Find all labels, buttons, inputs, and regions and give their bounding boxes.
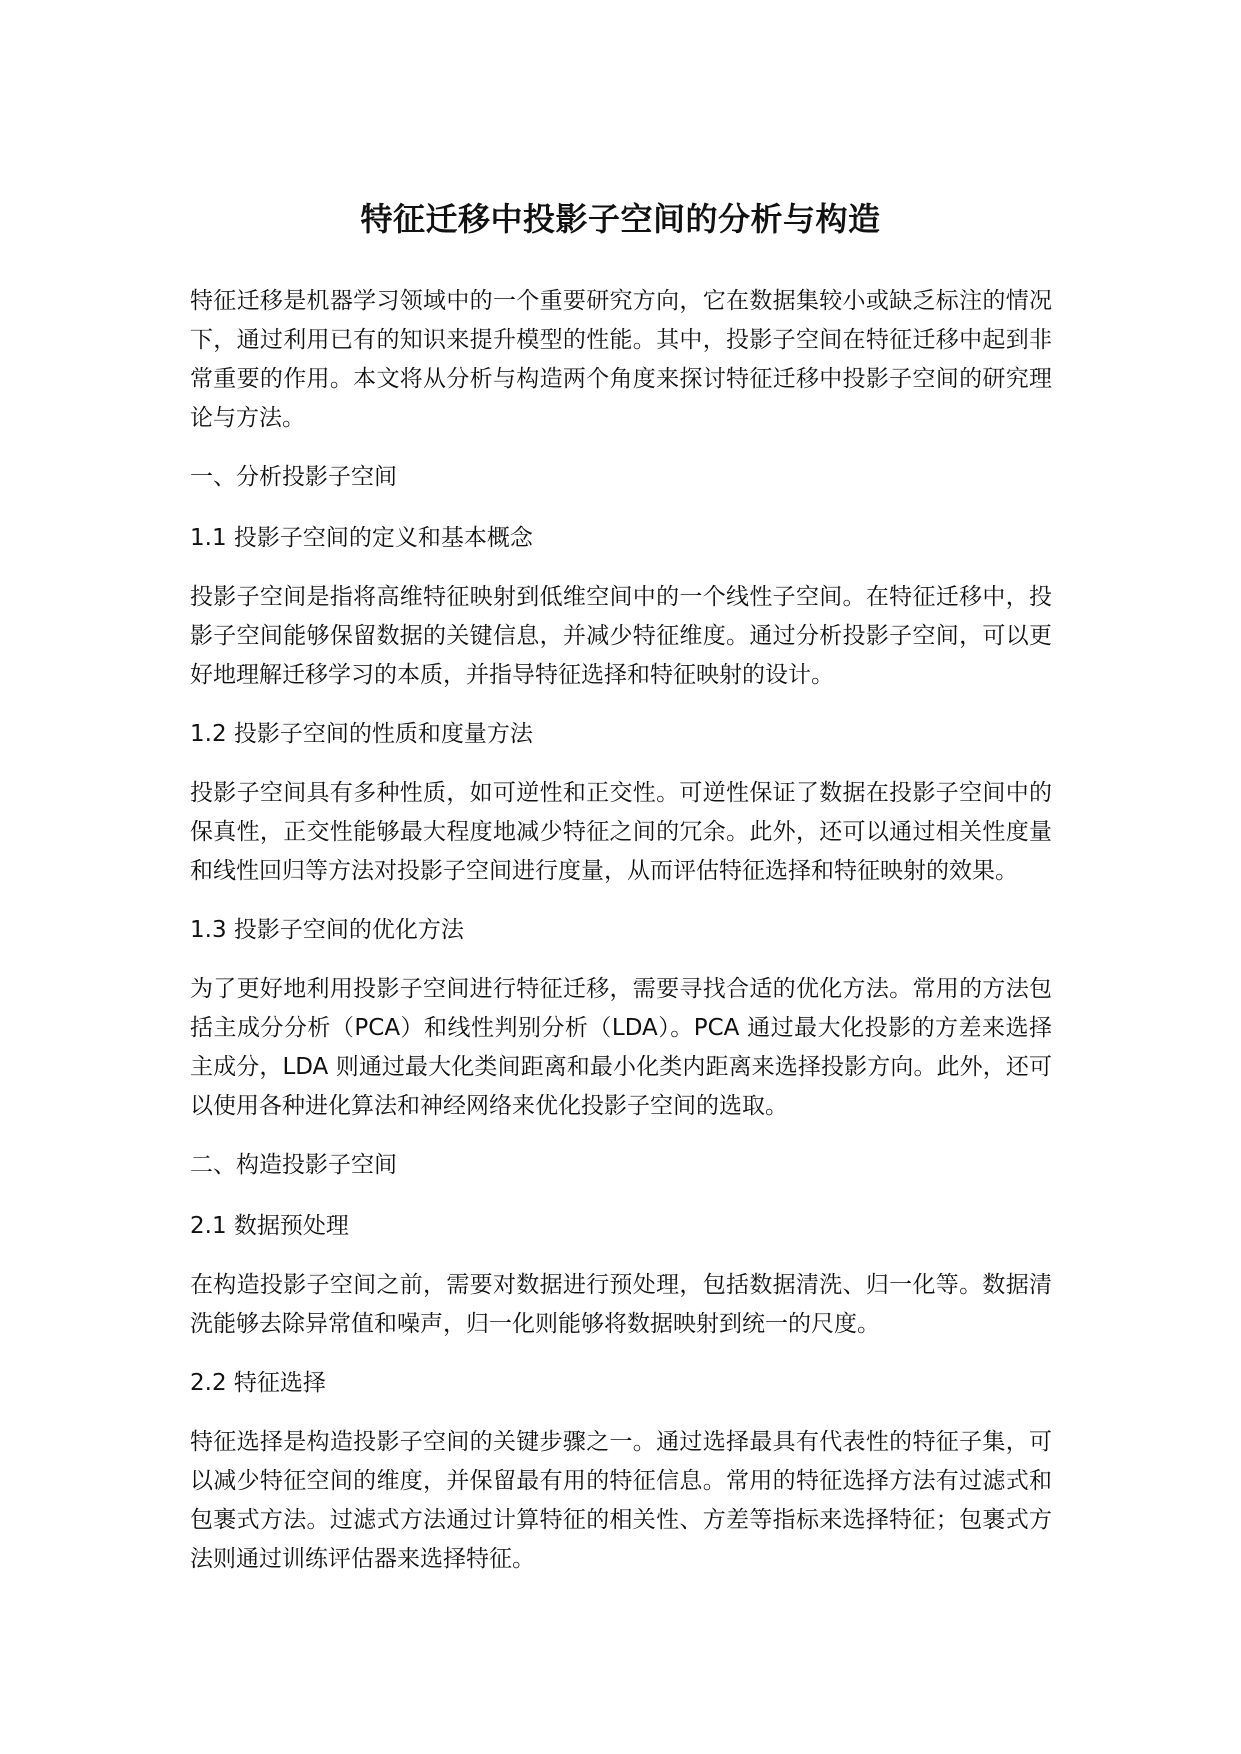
document-title: 特征迁移中投影子空间的分析与构造: [360, 200, 881, 239]
section-1-3-heading: 1.3 投影子空间的优化方法: [190, 917, 464, 943]
section-2-1-heading: 2.1 数据预处理: [190, 1213, 349, 1239]
section-2-heading: 二、构造投影子空间: [190, 1152, 397, 1178]
section-2-2-heading: 2.2 特征选择: [190, 1370, 326, 1396]
section-1-3-paragraph: 为了更好地利用投影子空间进行特征迁移，需要寻找合适的优化方法。常用的方法包括主成分分析（PCA）和线性判别分析（LDA）。PCA 通过最大化投影的方差来选择主成分，LDA 则通过最大化类间距离和最小化类内距离来选择投影方向。此外，还可以使用各种进化算法和神经网络来优化投影子空间的选取。: [190, 976, 1052, 1119]
intro-paragraph: 特征迁移是机器学习领域中的一个重要研究方向，它在数据集较小或缺乏标注的情况下，通过利用已有的知识来提升模型的性能。其中，投影子空间在特征迁移中起到非常重要的作用。本文将从分析与构造两个角度来探讨特征迁移中投影子空间的研究理论与方法。: [190, 288, 1052, 431]
document-body: [190, 282, 1052, 1599]
section-2-1-paragraph: 在构造投影子空间之前，需要对数据进行预处理，包括数据清洗、归一化等。数据清洗能够去除异常值和噪声，归一化则能够将数据映射到统一的尺度。: [190, 1272, 1052, 1337]
section-1-2-heading: 1.2 投影子空间的性质和度量方法: [190, 721, 533, 747]
section-2-2-paragraph: 特征选择是构造投影子空间的关键步骤之一。通过选择最具有代表性的特征子集，可以减少特征空间的维度，并保留最有用的特征信息。常用的特征选择方法有过滤式和包裹式方法。过滤式方法通过计算特征的相关性、方差等指标来选择特征；包裹式方法则通过训练评估器来选择特征。: [190, 1429, 1052, 1572]
section-1-heading: 一、分析投影子空间: [190, 464, 397, 490]
section-1-2-paragraph: 投影子空间具有多种性质，如可逆性和正交性。可逆性保证了数据在投影子空间中的保真性，正交性能够最大程度地减少特征之间的冗余。此外，还可以通过相关性度量和线性回归等方法对投影子空间进行度量，从而评估特征选择和特征映射的效果。: [190, 780, 1052, 884]
section-1-1-paragraph: 投影子空间是指将高维特征映射到低维空间中的一个线性子空间。在特征迁移中，投影子空间能够保留数据的关键信息，并减少特征维度。通过分析投影子空间，可以更好地理解迁移学习的本质，并指导特征选择和特征映射的设计。: [190, 584, 1052, 688]
section-1-1-heading: 1.1 投影子空间的定义和基本概念: [190, 525, 533, 551]
